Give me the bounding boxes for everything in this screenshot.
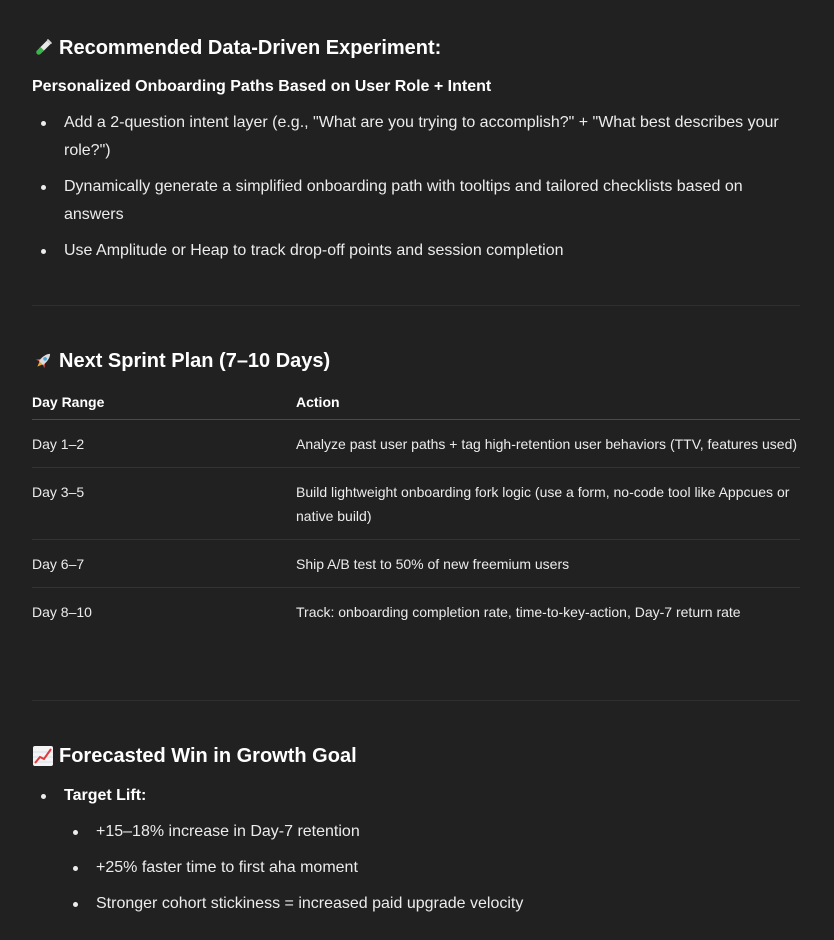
experiment-heading-text: Recommended Data-Driven Experiment: bbox=[59, 37, 442, 59]
forecast-heading-text: Forecasted Win in Growth Goal bbox=[59, 745, 357, 767]
chart-increasing-icon bbox=[32, 745, 54, 767]
day-cell: Day 6–7 bbox=[32, 540, 296, 588]
day-cell: Day 8–10 bbox=[32, 604, 92, 620]
list-item: +25% faster time to first aha moment bbox=[64, 854, 800, 882]
sprint-heading bbox=[32, 347, 330, 375]
list-item: +15–18% increase in Day-7 retention bbox=[64, 818, 800, 846]
table-row bbox=[32, 468, 800, 540]
forecast-sublist bbox=[64, 818, 800, 918]
action-cell: Analyze past user paths + tag high-retention user behaviors (TTV, features used) bbox=[296, 420, 800, 468]
rocket-icon bbox=[32, 350, 54, 372]
target-lift-label: Target Lift: bbox=[64, 787, 147, 804]
action-cell: Track: onboarding completion rate, time-to-key-action, Day-7 return rate bbox=[296, 604, 741, 620]
day-cell: Day 1–2 bbox=[32, 420, 296, 468]
forecast-list bbox=[32, 782, 800, 918]
table-row bbox=[32, 540, 800, 588]
list-item: Use Amplitude or Heap to track drop-off points and session completion bbox=[32, 237, 800, 265]
list-item: Stronger cohort stickiness = increased paid upgrade velocity bbox=[64, 890, 800, 918]
section-divider bbox=[32, 305, 800, 306]
experiment-heading bbox=[32, 34, 441, 62]
test-tube-icon bbox=[32, 37, 54, 59]
experiment-subheading: Personalized Onboarding Paths Based on User Role + Intent bbox=[32, 78, 492, 95]
experiment-bullets bbox=[32, 109, 800, 265]
action-cell: Build lightweight onboarding fork logic (use a form, no-code tool like Appcues or native build) bbox=[296, 468, 800, 540]
column-header-action: Action bbox=[296, 392, 800, 420]
list-item bbox=[32, 782, 800, 918]
table-row bbox=[32, 420, 800, 468]
column-header-day-range: Day Range bbox=[32, 392, 296, 420]
sprint-table bbox=[32, 392, 800, 635]
forecast-heading bbox=[32, 742, 357, 770]
section-divider bbox=[32, 700, 800, 701]
table-row bbox=[32, 588, 800, 636]
day-cell: Day 3–5 bbox=[32, 468, 296, 540]
list-item: Add a 2-question intent layer (e.g., "What are you trying to accomplish?" + "What best describes your role?") bbox=[32, 109, 800, 165]
sprint-heading-text: Next Sprint Plan (7–10 Days) bbox=[59, 350, 331, 372]
table-header-row bbox=[32, 392, 800, 420]
action-cell: Ship A/B test to 50% of new freemium users bbox=[296, 540, 800, 588]
list-item: Dynamically generate a simplified onboarding path with tooltips and tailored checklists based on answers bbox=[32, 173, 800, 229]
